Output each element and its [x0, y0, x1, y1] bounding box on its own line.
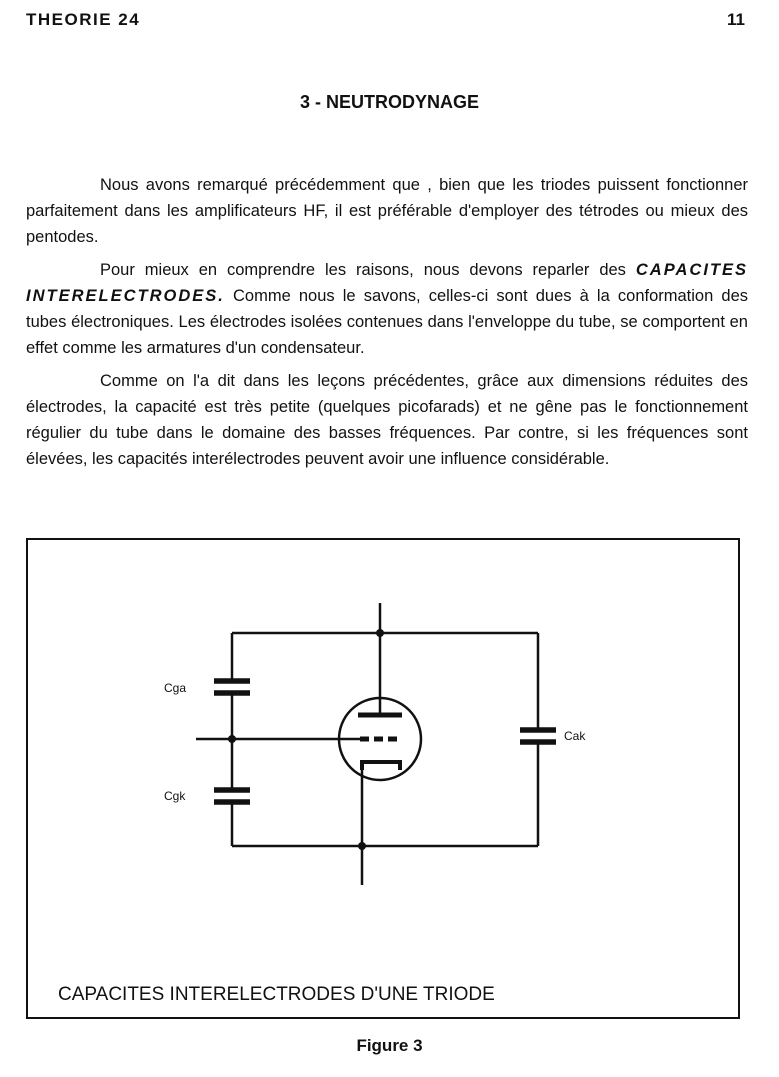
figure-box: [26, 538, 740, 1019]
cga-label: Cga: [164, 681, 187, 695]
cgk-label: Cgk: [164, 789, 186, 803]
figure-label: Figure 3: [356, 1036, 423, 1055]
triode-circuit-diagram: [28, 540, 738, 1017]
junction-bottom: [358, 842, 366, 850]
cak-label: Cak: [564, 729, 586, 743]
tube-electrodes: [358, 715, 402, 770]
circuit-wires: [196, 603, 538, 885]
paragraph-2-rest: Comme nous le savons, celles-ci sont dues à la conformation des tubes électroniques. Les électrodes isolées contenues dans l'enveloppe du tube, se comportent en effet comme les armatures d'un condensateur.: [26, 287, 748, 357]
junction-top: [376, 629, 384, 637]
junction-grid: [228, 735, 236, 743]
paragraph-3: Comme on l'a dit dans les leçons précédentes, grâce aux dimensions réduites des électrodes, la capacité est très petite (quelques picofarads) et ne gêne pas le fonctionnement régulier du tube dans le domaine des basses fréquences. Par contre, si les fréquences sont élevées, les capacités interélectrodes peuvent avoir une influence considérable.: [26, 372, 748, 468]
section-title: 3 - NEUTRODYNAGE: [299, 92, 479, 112]
body-text: [26, 172, 748, 479]
paragraph-2-emphasis: CAPACITES INTERELECTRODES.: [26, 261, 748, 305]
figure-caption: CAPACITES INTERELECTRODES D'UNE TRIODE: [58, 984, 495, 1005]
paragraph-1: Nous avons remarqué précédemment que , bien que les triodes puissent fonctionner parfaitement dans les amplificateurs HF, il est préférable d'employer des tétrodes ou mieux des pentodes.: [26, 176, 748, 246]
tube-cathode: [362, 762, 400, 770]
paragraph-2: [26, 257, 748, 361]
paragraph-2-lead: Pour mieux en comprendre les raisons, nous devons reparler des: [100, 261, 626, 279]
running-title: THEORIE 24: [26, 10, 141, 29]
page-number: 11: [727, 10, 745, 29]
